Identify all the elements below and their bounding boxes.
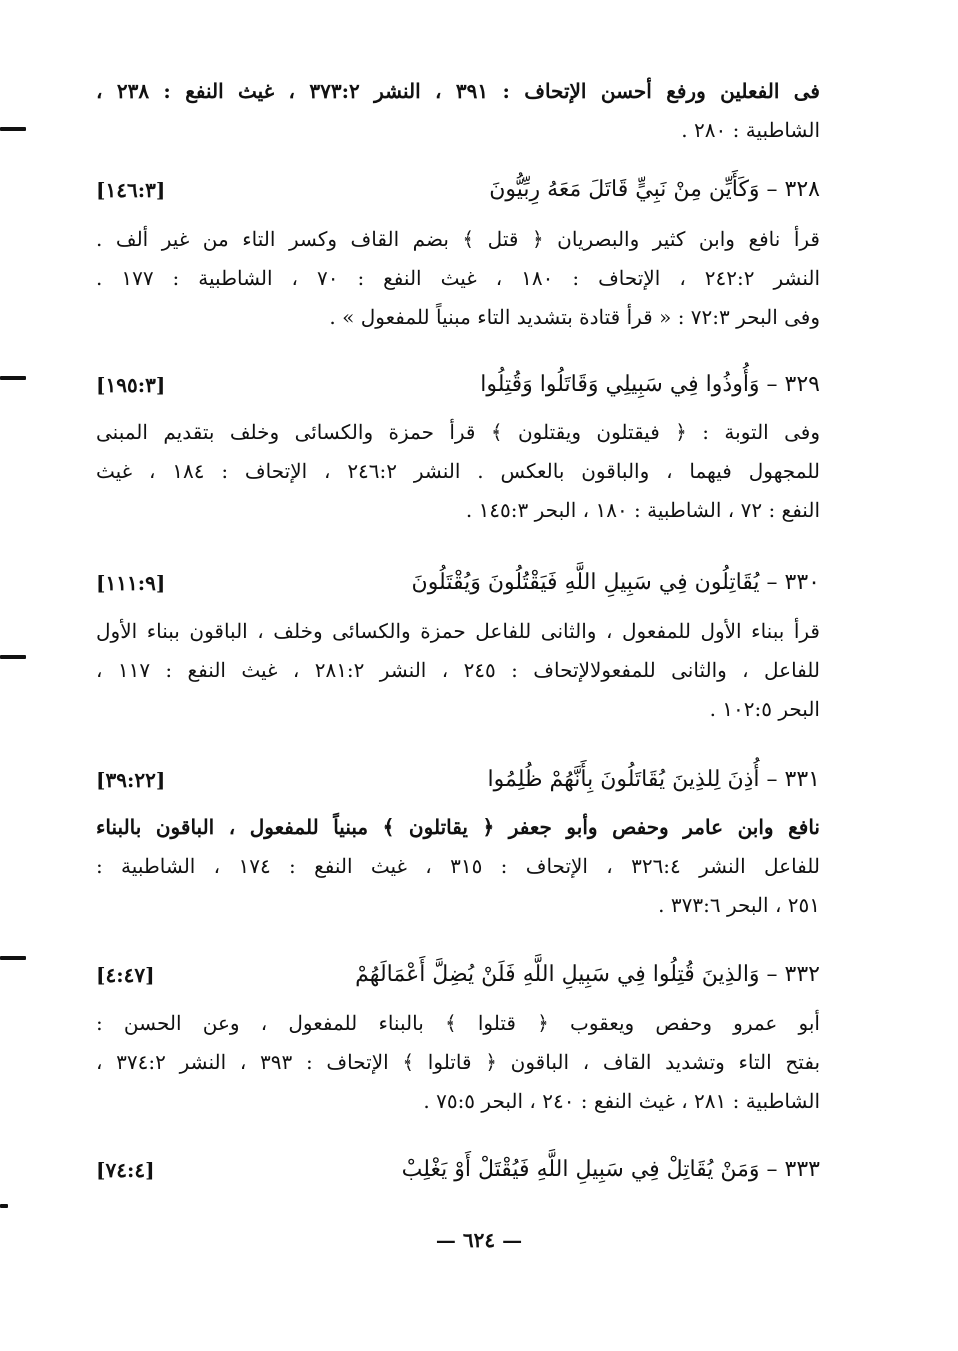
text-line: للمجهول فيهما ، والباقون بالعكس . النشر ٢٤٦:٢ ، الإتحاف : ١٨٤ ، غيث	[96, 459, 820, 483]
verse-text: ٣٣٣ – وَمَنْ يُقَاتِلْ فِي سَبِيلِ اللَّهِ فَيُقْتَلْ أَوْ يَغْلِبْ	[401, 1157, 820, 1182]
verse-reference: [٤:٤٧]	[96, 963, 155, 987]
margin-mark	[0, 127, 26, 131]
text-line: وفى التوبة : ﴿ فيقتلون ويقتلون ﴾ قرأ حمزة والكسائى وخلف بتقديم المبنى	[96, 420, 820, 444]
text-line: البحر ١٠٢:٥ .	[709, 697, 820, 721]
entry-body	[96, 413, 820, 530]
entry-heading	[96, 563, 820, 603]
verse-reference: [٣٩:٢٢]	[96, 768, 166, 792]
margin-mark	[0, 956, 26, 960]
text-line: قرأ نافع وابن كثير والبصريان ﴿ قتل ﴾ بضم القاف وكسر التاء من غير ألف .	[96, 227, 820, 251]
verse-reference: [١٤٦:٣]	[96, 178, 166, 202]
text-line: ٢٥١ ، البحر ٣٧٣:٦ .	[658, 893, 820, 917]
verse-text: ٣٢٨ – وَكَأَيِّن مِنْ نَبِيٍّ قَاتَلَ مَعَهُ رِبِّيُّونَ	[489, 177, 820, 202]
text-line: فى الفعلين ورفع أحسن الإتحاف : ٣٩١ ، النشر ٣٧٣:٢ ، غيث النفع : ٢٣٨ ،	[96, 79, 820, 103]
text-line: أبو عمرو وحفص ويعقوب ﴿ قتلوا ﴾ بالبناء للمفعول ، وعن الحسن :	[96, 1011, 820, 1035]
margin-mark	[0, 376, 26, 380]
verse-text: ٣٣٢ – وَالذِينَ قُتِلُوا فِي سَبِيلِ اللَّهِ فَلَنْ يُضِلَّ أَعْمَالَهُمْ	[355, 962, 820, 987]
verse-text: ٣٣٠ – يُقَاتِلُون فِي سَبِيلِ اللَّهِ فَيَقْتُلُونَ وَيُقْتَلُونَ	[411, 570, 820, 595]
entry-heading	[96, 170, 820, 210]
verse-reference: [١٩٥:٣]	[96, 373, 166, 397]
intro-paragraph	[96, 72, 820, 150]
text-line: النفع : ٧٢ ، الشاطبية : ١٨٠ ، البحر ١٤٥:٣ .	[465, 498, 820, 522]
entry-heading	[96, 760, 820, 800]
entry-body	[96, 1004, 820, 1121]
text-line: قرأ ببناء الأول للمفعول ، والثانى للفاعل حمزة والكسائى وخلف ، الباقون ببناء الأول	[96, 619, 820, 643]
page-number: — ٦٢٤ —	[435, 1228, 523, 1252]
text-line: الشاطبية : ٢٨٠ .	[681, 118, 820, 142]
verse-text: ٣٣١ – أُذِنَ لِلذِينَ يُقَاتَلُونَ بِأَنَّهُمْ ظُلِمُوا	[487, 767, 820, 792]
verse-reference: [١١١:٩]	[96, 571, 166, 595]
text-line: وفى البحر ٧٢:٣ : « قرأ قتادة بتشديد التاء مبنياً للمفعول » .	[329, 305, 820, 329]
entry-heading	[96, 1150, 820, 1190]
entry-body	[96, 808, 820, 925]
entry-body	[96, 612, 820, 729]
entry-heading	[96, 365, 820, 405]
text-line: الشاطبية : ٢٨١ ، غيث النفع : ٢٤٠ ، البحر ٧٥:٥ .	[423, 1089, 820, 1113]
verse-text: ٣٢٩ – وَأُوذُوا فِي سَبِيلِي وَقَاتَلُوا وَقُتِلُوا	[480, 372, 820, 397]
verse-reference: [٧٤:٤]	[96, 1158, 155, 1182]
margin-mark	[0, 655, 26, 659]
text-line: نافع وابن عامر وحفص وأبو جعفر ﴿ يقاتلون ﴾ مبنياً للمفعول ، الباقون بالبناء	[96, 815, 820, 839]
text-line: النشر ٢٤٢:٢ ، الإتحاف : ١٨٠ ، غيث النفع : ٧٠ ، الشاطبية : ١٧٧ .	[96, 266, 820, 290]
text-line: للفاعل النشر ٣٢٦:٤ ، الإتحاف : ٣١٥ ، غيث النفع : ١٧٤ ، الشاطبية :	[96, 854, 820, 878]
text-line: للفاعل ، والثانى للمفعولالإتحاف : ٢٤٥ ، النشر ٢٨١:٢ ، غيث النفع : ١١٧ ،	[96, 658, 820, 682]
entry-body	[96, 220, 820, 337]
margin-mark	[0, 1204, 8, 1208]
text-line: بفتح التاء وتشديد القاف ، الباقون ﴿ قاتلوا ﴾ الإتحاف : ٣٩٣ ، النشر ٣٧٤:٢ ،	[96, 1050, 820, 1074]
entry-heading	[96, 955, 820, 995]
